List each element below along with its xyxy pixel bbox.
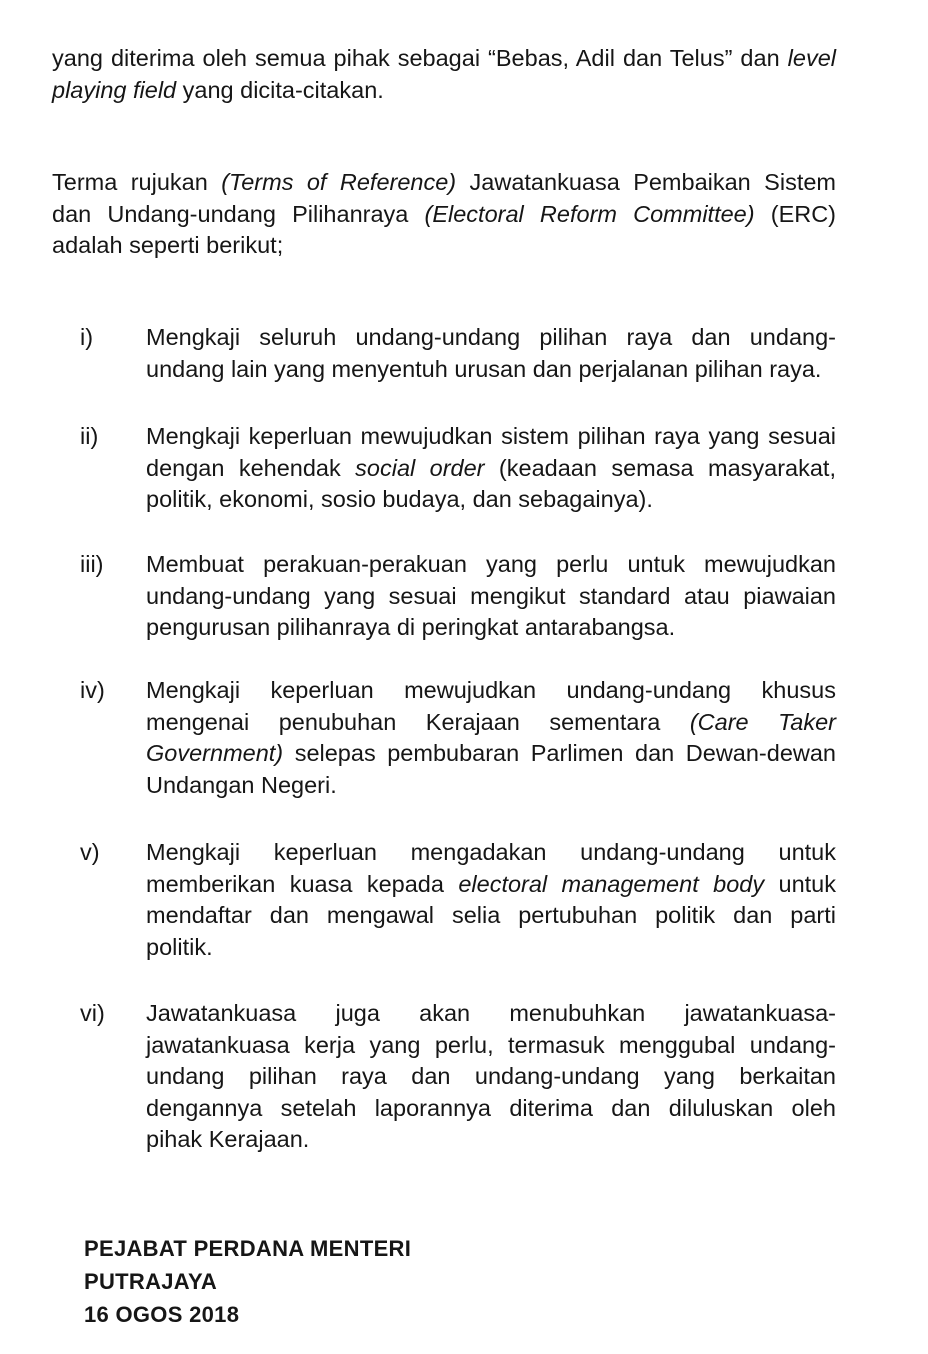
signature-block: [84, 1232, 411, 1331]
terms-line-3: adalah seperti berikut;: [52, 232, 284, 258]
list-item-number: vi): [80, 1000, 105, 1026]
signature-date: 16 OGOS 2018: [84, 1302, 240, 1327]
list-item-text: Jawatankuasa juga akan menubuhkan jawatankuasa- jawatankuasa kerja yang perlu, termasuk menggubal undang- undang pilihan raya dan undang-undang yang berkaitan dengannya setelah laporannya diterima dan diluluskan oleh pihak Kerajaan.: [146, 1000, 836, 1152]
intro-line-1: yang diterima oleh semua pihak sebagai “Bebas, Adil dan Telus” dan level: [52, 45, 836, 71]
terms-line-1: Terma rujukan (Terms of Reference) Jawatankuasa Pembaikan Sistem: [52, 169, 836, 195]
list-item-number: iii): [80, 551, 104, 577]
list-item-text: Mengkaji seluruh undang-undang pilihan raya dan undang- undang lain yang menyentuh urusan dan perjalanan pilihan raya.: [146, 324, 836, 382]
intro-line-2: playing field yang dicita-citakan.: [52, 76, 384, 103]
list-item-text: Mengkaji keperluan mewujudkan sistem pilihan raya yang sesuai dengan kehendak social order (keadaan semasa masyarakat, politik, ekonomi, sosio budaya, dan sebagainya).: [146, 423, 836, 512]
list-item-number: ii): [80, 423, 99, 449]
intro-paragraph: [52, 43, 836, 106]
signature-office: PEJABAT PERDANA MENTERI: [84, 1236, 412, 1261]
list-item-text: Membuat perakuan-perakuan yang perlu untuk mewujudkan undang-undang yang sesuai mengikut standard atau piawaian pengurusan pilihanraya di peringkat antarabangsa.: [146, 551, 836, 640]
list-item-text: Mengkaji keperluan mengadakan undang-undang untuk memberikan kuasa kepada electoral management body untuk mendaftar dan mengawal selia pertubuhan politik dan parti politik.: [146, 839, 836, 960]
list-item-number: v): [80, 839, 100, 865]
signature-place: PUTRAJAYA: [84, 1269, 218, 1294]
terms-line-2: dan Undang-undang Pilihanraya (Electoral Reform Committee) (ERC): [52, 200, 837, 227]
terms-paragraph: [52, 167, 836, 262]
list-item-number: iv): [80, 677, 105, 703]
list-item-text: Mengkaji keperluan mewujudkan undang-undang khusus mengenai penubuhan Kerajaan sementara (Care Taker Government) selepas pembubaran Parlimen dan Dewan-dewan Undangan Negeri.: [146, 677, 836, 798]
list-item-number: i): [80, 324, 94, 350]
